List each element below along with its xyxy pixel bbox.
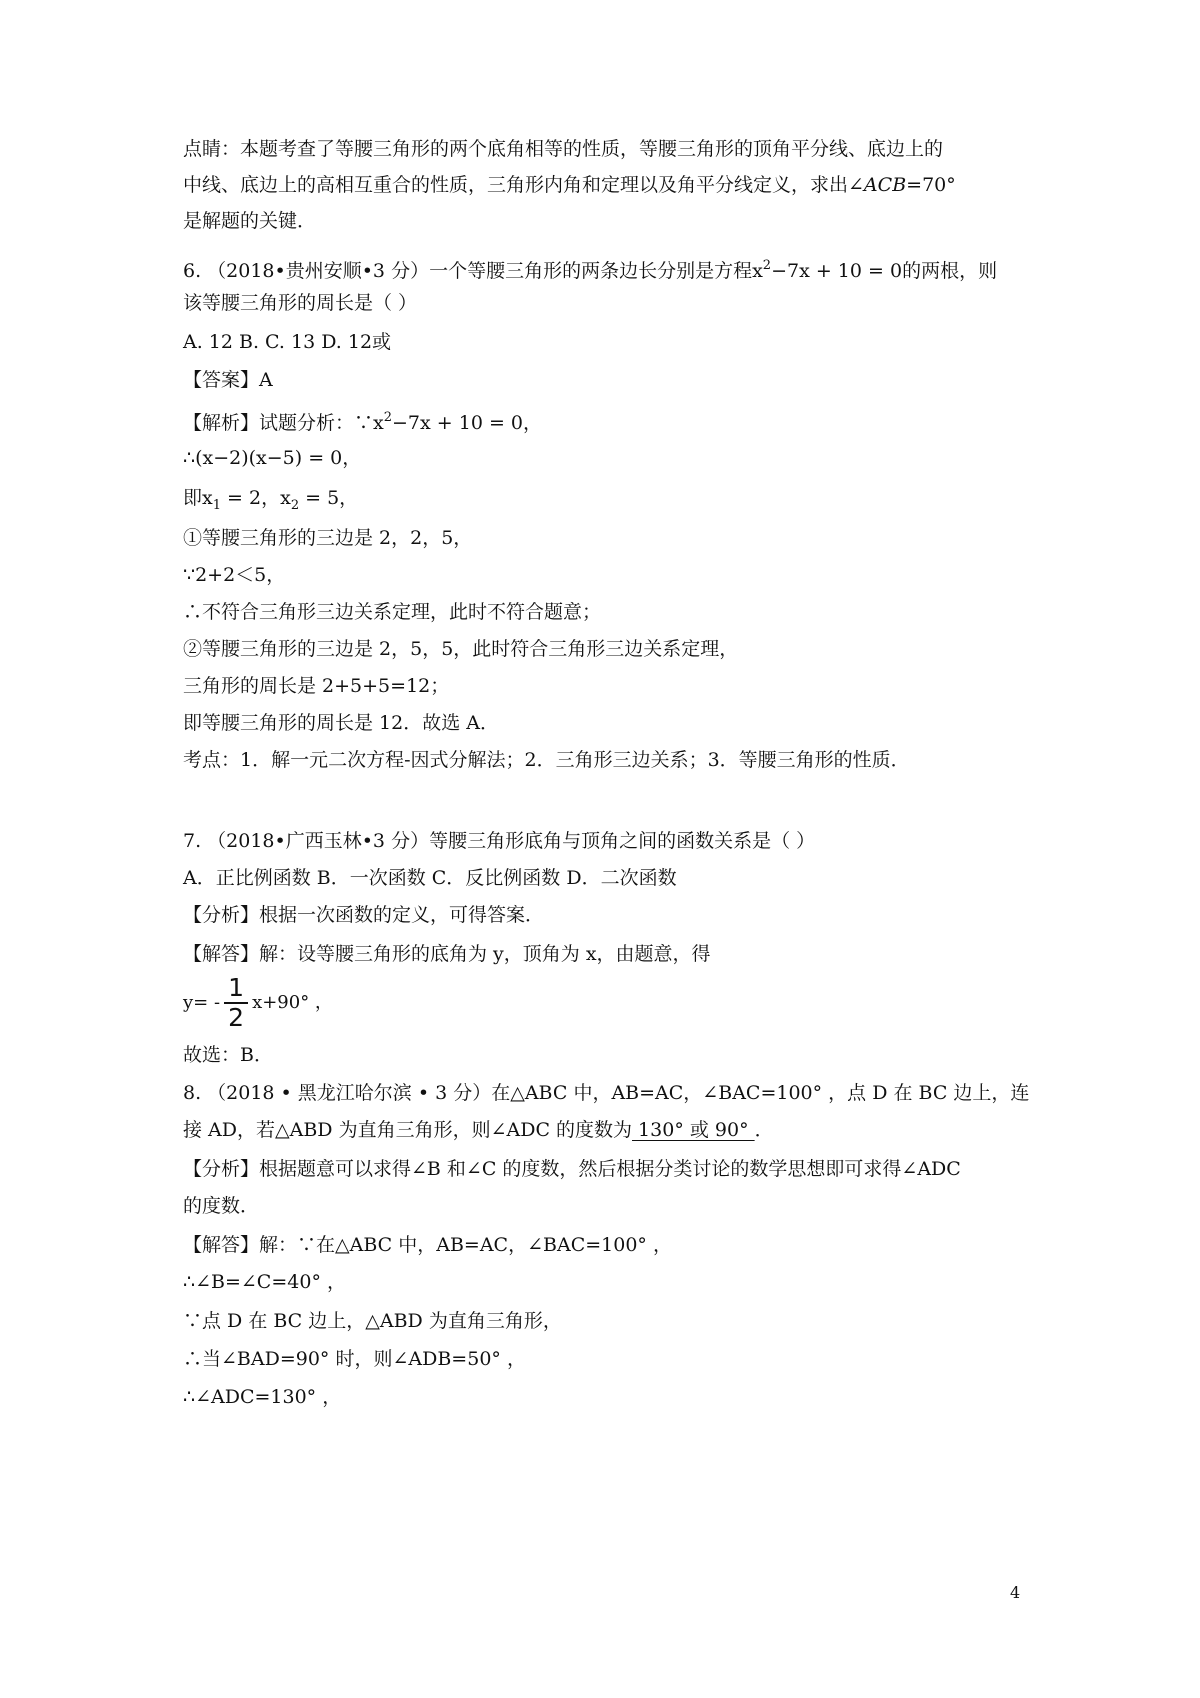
solution-step: ∴∠B=∠C=40° ， — [183, 1271, 346, 1293]
page-number: 4 — [1010, 1583, 1021, 1602]
question-7-stem: 7. （2018•广西玉林•3 分）等腰三角形底角与顶角之间的函数关系是（ ） — [183, 830, 816, 852]
solution-step: ∴当∠BAD=90° 时，则∠ADB=50° ， — [183, 1348, 526, 1370]
solution-step: ∴∠ADC=130° ， — [183, 1386, 342, 1408]
solution-step: ∴(x−2)(x−5) = 0， — [183, 447, 362, 469]
solution-step: ∵2+2＜5， — [183, 564, 286, 586]
solution-step: 即等腰三角形的周长是 12．故选 A． — [183, 712, 499, 734]
question-8-analysis: 【分析】根据题意可以求得∠B 和∠C 的度数，然后根据分类讨论的数学思想即可求得∠ADC — [183, 1158, 961, 1180]
question-6-options: A. 12 B. C. 13 D. 12或 — [183, 331, 392, 353]
solution-step: ②等腰三角形的三边是 2，5，5，此时符合三角形三边关系定理， — [183, 638, 739, 660]
question-7-solution: 【解答】解：设等腰三角形的底角为 y，顶角为 x，由题意，得 — [183, 943, 711, 965]
text-line: 中线、底边上的高相互重合的性质，三角形内角和定理以及角平分线定义，求出∠ACB=70° — [183, 174, 956, 196]
solution-step: 三角形的周长是 2+5+5=12； — [183, 675, 450, 697]
question-7-result: 故选：B． — [183, 1044, 273, 1066]
fraction: $\frac{1}{2}$ — [224, 975, 248, 1031]
question-7-options: A．正比例函数 B．一次函数 C．反比例函数 D．二次函数 — [183, 867, 677, 889]
question-7-analysis: 【分析】根据一次函数的定义，可得答案． — [183, 904, 545, 926]
question-7-formula: y= - $\frac{1}{2}$ x+90° ， — [183, 973, 333, 1032]
question-6-stem: 6. （2018•贵州安顺•3 分）一个等腰三角形的两条边长分别是方程$x^2-7x + 10 = 0$的两根，则 — [183, 258, 998, 282]
question-8-stem-cont: 接 AD，若△ABD 为直角三角形，则∠ADC 的度数为 130° 或 90° ． — [183, 1119, 774, 1141]
solution-step: 即$x_1 = 2$，$x_2 = 5$， — [183, 487, 359, 513]
question-8-solution: 【解答】解：∵在△ABC 中，AB=AC，∠BAC=100° ， — [183, 1234, 672, 1256]
solution-step: ∵点 D 在 BC 边上，△ABD 为直角三角形， — [183, 1310, 562, 1332]
text-line: 是解题的关键． — [183, 210, 317, 232]
question-6-analysis: 【解析】试题分析：$\because x^2-7x + 10 = 0$， — [183, 410, 543, 434]
question-6-answer: 【答案】A — [183, 369, 273, 391]
text-line: 点睛：本题考查了等腰三角形的两个底角相等的性质，等腰三角形的顶角平分线、底边上的 — [183, 138, 944, 160]
knowledge-points: 考点：1．解一元二次方程-因式分解法；2．三角形三边关系；3．等腰三角形的性质． — [183, 749, 910, 771]
question-6-stem-cont: 该等腰三角形的周长是（ ） — [183, 292, 418, 314]
question-8-stem: 8. （2018 • 黑龙江哈尔滨 • 3 分）在△ABC 中，AB=AC，∠BAC=100° ，点 D 在 BC 边上，连 — [183, 1082, 1030, 1104]
solution-step: ∴不符合三角形三边关系定理，此时不符合题意； — [183, 601, 602, 623]
question-8-analysis-cont: 的度数． — [183, 1195, 260, 1217]
solution-step: ①等腰三角形的三边是 2，2，5， — [183, 527, 473, 549]
answer-blank: 130° 或 90° — [632, 1119, 755, 1141]
